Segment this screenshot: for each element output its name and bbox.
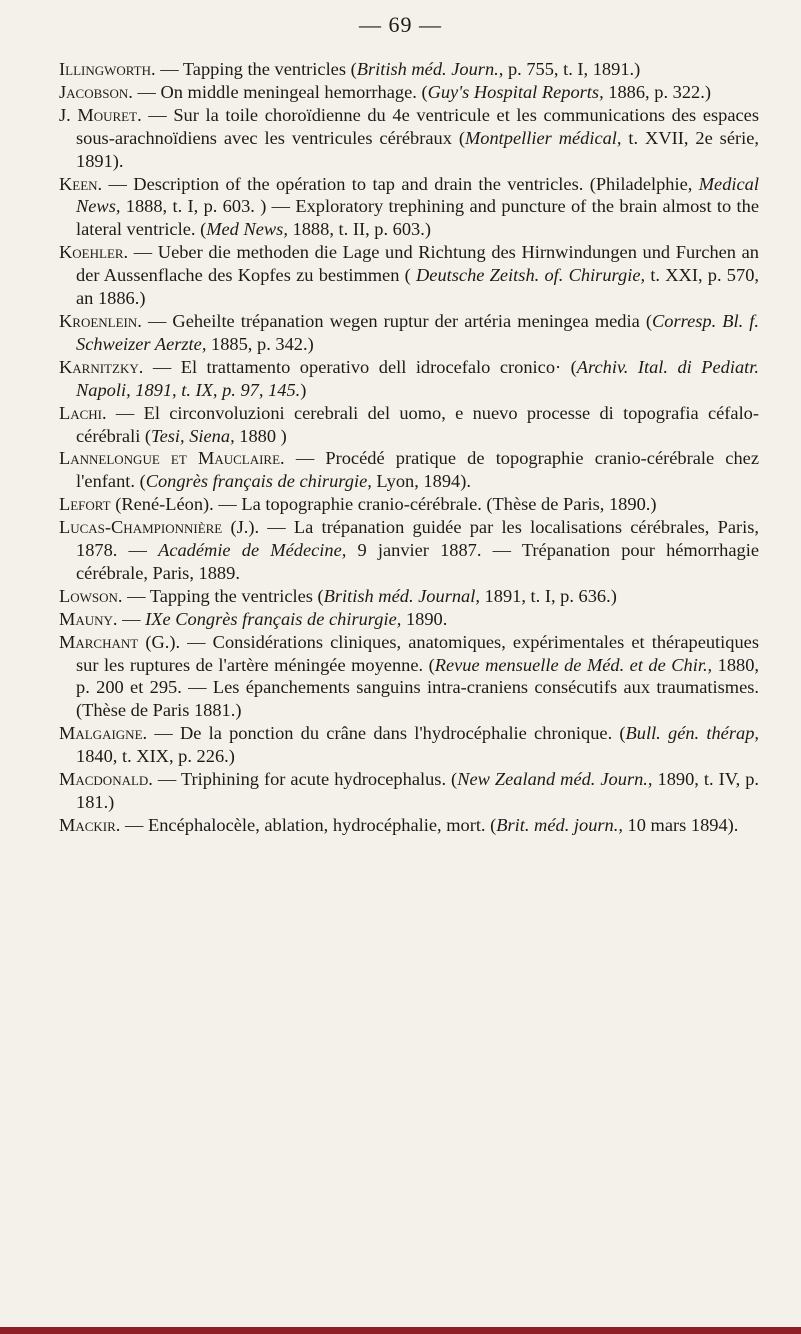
- reference-author: Malgaigne.: [59, 723, 148, 744]
- reference-text: — Encéphalocèle, ablation, hydrocéphalie, mort. (: [120, 814, 497, 835]
- reference-text: — Procédé pratique de topographie cranio-cérébrale chez l'enfant. (: [76, 448, 759, 492]
- reference-entry: [59, 722, 759, 768]
- reference-author: Karnitzky.: [59, 356, 144, 377]
- reference-text: (René-Léon). — La topographie cranio-cérébrale. (Thèse de Paris, 1890.): [110, 494, 657, 515]
- reference-entry: [59, 516, 759, 585]
- reference-author: Mackir.: [59, 814, 121, 835]
- reference-text: — On middle meningeal hemorrhage. (: [132, 81, 428, 102]
- reference-list: [59, 58, 759, 837]
- reference-entry: [59, 493, 759, 516]
- reference-text: t. XVII, 2e série, 1891).: [76, 127, 759, 171]
- reference-text: — Tapping the ventricles (: [122, 585, 324, 606]
- reference-entry: [59, 814, 759, 837]
- reference-author: J. Mouret.: [59, 104, 142, 125]
- reference-entry: [59, 608, 759, 631]
- reference-text: — Ueber die methoden die Lage und Richtung des Hirnwindungen und Furchen an der Aussenflache des Kopfes zu bestimmen (: [76, 242, 759, 286]
- reference-text: 10 mars 1894).: [622, 814, 739, 835]
- reference-text: — El circonvoluzioni cerebrali del uomo, e nuevo processe di topografia céfalo-cérébrali (: [76, 402, 759, 446]
- reference-source-title: New Zealand méd. Journ.,: [457, 769, 653, 790]
- reference-source-title: British méd. Journal,: [323, 585, 480, 606]
- reference-source-title: Medical News,: [76, 173, 759, 217]
- reference-text: — Tapping the ventricles (: [155, 59, 357, 79]
- reference-text: 1888, t. II, p. 603.): [287, 219, 431, 240]
- reference-text: t. XXI, p. 570, an 1886.): [76, 265, 759, 309]
- reference-text: — De la ponction du crâne dans l'hydrocéphalie chronique. (: [147, 723, 626, 744]
- reference-source-title: Brit. méd. journ.,: [496, 814, 623, 835]
- reference-text: 1840, t. XIX, p. 226.): [76, 746, 235, 767]
- reference-text: — Triphining for acute hydrocephalus. (: [152, 769, 458, 790]
- reference-author: Jacobson.: [59, 81, 133, 102]
- reference-text: — Sur la toile choroïdienne du 4e ventricule et les communications des espaces sous-arachnoïdiens avec les ventricules cérébraux (: [76, 104, 759, 148]
- reference-text: 9 janvier 1887. — Trépanation pour hémorrhagie cérébrale, Paris, 1889.: [76, 540, 759, 583]
- reference-author: Lefort: [59, 494, 111, 515]
- reference-source-title: Académie de Médecine,: [158, 540, 347, 561]
- reference-source-title: Deutsche Zeitsh. of. Chirurgie,: [416, 265, 646, 286]
- page-number: — 69 —: [359, 12, 442, 37]
- reference-text: (J.). — La trépanation guidée par les localisations cérébrales, Paris, 1878. —: [76, 517, 759, 561]
- reference-entry: [59, 631, 759, 723]
- reference-author: Keen.: [59, 173, 103, 194]
- reference-entry: [59, 173, 759, 242]
- reference-entry: [59, 768, 759, 814]
- reference-author: Mauny.: [59, 608, 118, 629]
- reference-author: Macdonald.: [59, 769, 153, 790]
- reference-entry: [59, 104, 759, 173]
- reference-entry: [59, 58, 759, 81]
- reference-author: Lachi.: [59, 402, 107, 423]
- reference-text: 1891, t. I, p. 636.): [479, 585, 617, 606]
- reference-entry: [59, 402, 759, 448]
- reference-text: p. 755, t. I, 1891.): [503, 59, 641, 79]
- reference-author: Illingworth.: [59, 59, 156, 79]
- reference-author: Lowson.: [59, 585, 123, 606]
- reference-source-title: Revue mensuelle de Méd. et de Chir.,: [434, 654, 713, 675]
- reference-text: 1880 ): [234, 425, 287, 446]
- reference-source-title: Corresp. Bl. f. Schweizer Aerzte,: [76, 310, 759, 354]
- reference-source-title: Congrès français de chirurgie,: [145, 471, 372, 492]
- reference-source-title: Bull. gén. thérap,: [625, 723, 759, 744]
- reference-source-title: Montpellier médical,: [464, 127, 622, 148]
- reference-text: 1890.: [401, 608, 448, 629]
- reference-source-title: IXe Congrès français de chirurgie,: [145, 608, 402, 629]
- reference-entry: [59, 310, 759, 356]
- reference-source-title: Archiv. Ital. di Pediatr. Napoli, 1891, t. IX, p. 97, 145.: [76, 356, 759, 400]
- reference-text: Lyon, 1894).: [371, 471, 471, 492]
- reference-entry: [59, 356, 759, 402]
- reference-text: ): [300, 379, 307, 400]
- reference-author: Kroenlein.: [59, 310, 142, 331]
- reference-entry: [59, 585, 759, 608]
- reference-text: 1890, t. IV, p. 181.): [76, 769, 760, 812]
- reference-text: 1886, p. 322.): [603, 81, 711, 102]
- reference-text: — El trattamento operativo dell idrocefalo cronico· (: [143, 356, 577, 377]
- reference-source-title: Guy's Hospital Reports,: [427, 81, 604, 102]
- reference-source-title: Tesi, Siena,: [151, 425, 235, 446]
- reference-entry: [59, 241, 759, 310]
- reference-text: — Description of the opération to tap and drain the ventricles. (Philadelphie,: [102, 173, 699, 194]
- reference-source-title: Med News,: [206, 219, 288, 240]
- reference-text: 1885, p. 342.): [206, 333, 314, 354]
- reference-author: Lannelongue et Mauclaire.: [59, 448, 285, 469]
- reference-entry: [59, 447, 759, 493]
- page-edge-bar: [0, 1327, 801, 1334]
- reference-source-title: British méd. Journ.,: [356, 59, 504, 79]
- reference-author: Koehler.: [59, 242, 129, 263]
- reference-text: — Geheilte trépanation wegen ruptur der artéria meningea media (: [141, 310, 652, 331]
- reference-author: Marchant: [59, 631, 139, 652]
- reference-entry: [59, 81, 759, 104]
- reference-text: 1888, t. I, p. 603. ) — Exploratory trephining and puncture of the brain almost to the lateral ventricle. (: [76, 196, 759, 240]
- reference-text: 1880, p. 200 et 295. — Les épanchements sanguins intra-craniens consécutifs aux traumatismes. (Thèse de Paris 1881.): [76, 654, 760, 721]
- reference-author: Lucas-Championnière: [59, 517, 223, 538]
- reference-text: (G.). — Considérations cliniques, anatomiques, expérimentales et thérapeutiques sur les ruptures de l'artère méningée moyenne. (: [76, 631, 759, 675]
- reference-text: —: [117, 608, 146, 629]
